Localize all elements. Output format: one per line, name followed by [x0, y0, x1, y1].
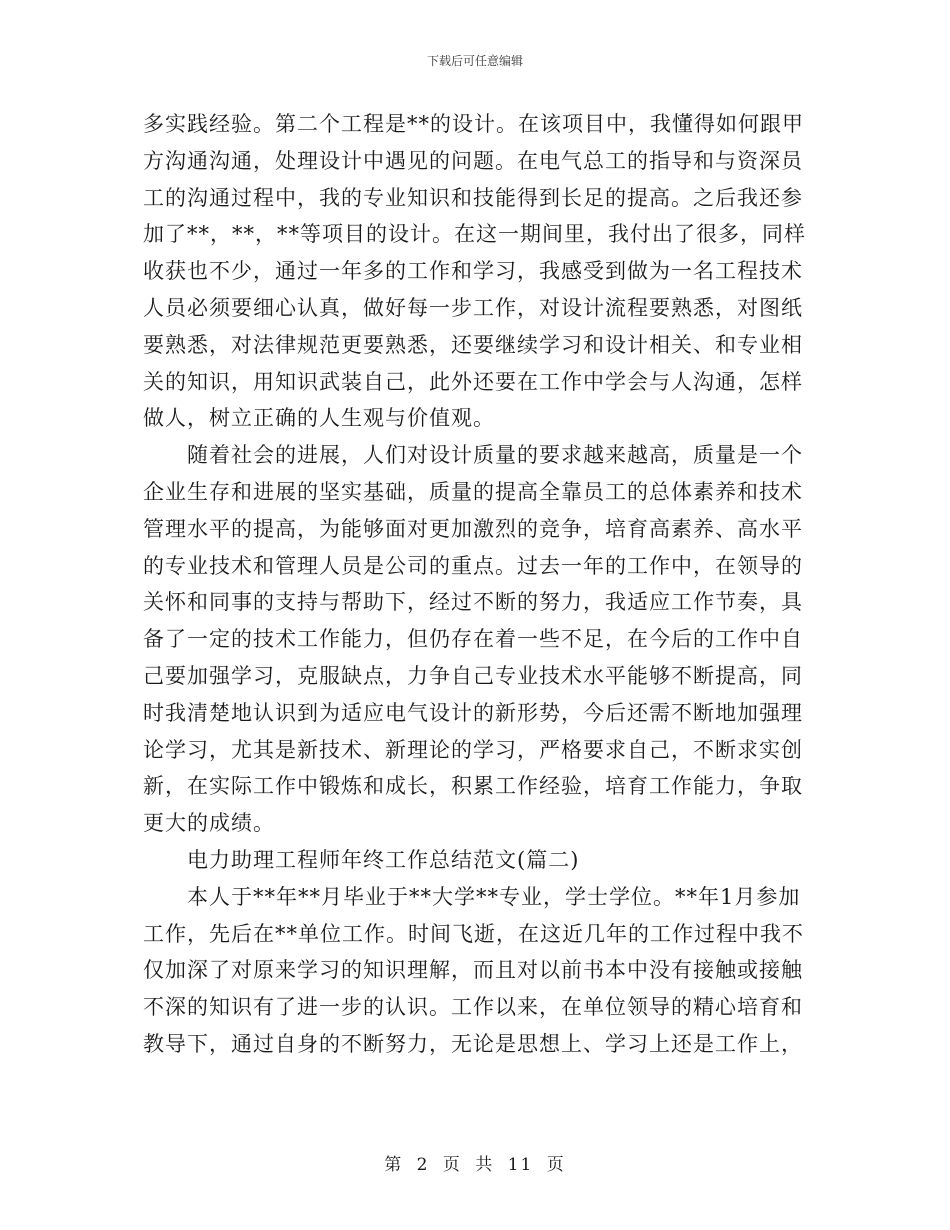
section-heading: 电力助理工程师年终工作总结范文(篇二) [187, 847, 580, 872]
paragraph-line: 时我清楚地认识到为适应电气设计的新形势，今后还需不断地加强理 [143, 700, 803, 725]
paragraph-line: 人员必须要细心认真，做好每一步工作，对设计流程要熟悉，对图纸 [143, 295, 803, 320]
paragraph-line: 己要加强学习，克服缺点，力争自己专业技术水平能够不断提高，同 [143, 663, 803, 688]
paragraph-line: 仅加深了对原来学习的知识理解，而且对以前书本中没有接触或接触 [143, 958, 803, 983]
paragraph-line: 关怀和同事的支持与帮助下，经过不断的努力，我适应工作节奏，具 [143, 590, 803, 615]
paragraph-line: 要熟悉，对法律规范更要熟悉，还要继续学习和设计相关、和专业相 [143, 332, 803, 357]
page-number-footer: 第 2 页 共 11 页 [384, 1155, 566, 1175]
paragraph-line: 关的知识，用知识武装自己，此外还要在工作中学会与人沟通，怎样 [143, 369, 803, 394]
paragraph-line: 的专业技术和管理人员是公司的重点。过去一年的工作中，在领导的 [143, 553, 803, 578]
paragraph-line: 做人，树立正确的人生观与价值观。 [143, 406, 495, 431]
paragraph-line: 本人于**年**月毕业于**大学**专业，学士学位。**年1月参加 [187, 884, 801, 909]
paragraph-line: 加了**，**，**等项目的设计。在这一期间里，我付出了很多，同样 [143, 222, 806, 247]
paragraph-line: 论学习，尤其是新技术、新理论的学习，严格要求自己，不断求实创 [143, 737, 803, 762]
paragraph-line: 收获也不少，通过一年多的工作和学习，我感受到做为一名工程技术 [143, 259, 803, 284]
document-body [143, 106, 808, 1063]
paragraph-line: 方沟通沟通，处理设计中遇见的问题。在电气总工的指导和与资深员 [143, 148, 803, 173]
paragraph-line: 工的沟通过程中，我的专业知识和技能得到长足的提高。之后我还参 [143, 185, 803, 210]
paragraph-line: 企业生存和进展的坚实基础，质量的提高全靠员工的总体素养和技术 [143, 479, 803, 504]
paragraph-line: 备了一定的技术工作能力，但仍存在着一些不足，在今后的工作中自 [143, 627, 803, 652]
page-header: 下载后可任意编辑 [426, 54, 523, 68]
paragraph-line: 随着社会的进展，人们对设计质量的要求越来越高，质量是一个 [187, 443, 803, 468]
paragraph-line: 工作，先后在**单位工作。时间飞逝，在这近几年的工作过程中我不 [143, 921, 804, 946]
paragraph-line: 多实践经验。第二个工程是**的设计。在该项目中，我懂得如何跟甲 [143, 112, 804, 136]
paragraph-line: 更大的成绩。 [143, 811, 275, 836]
paragraph-line: 新，在实际工作中锻炼和成长，积累工作经验，培育工作能力，争取 [143, 774, 803, 799]
paragraph-line: 不深的知识有了进一步的认识。工作以来，在单位领导的精心培育和 [143, 995, 803, 1020]
paragraph-line: 教导下，通过自身的不断努力，无论是思想上、学习上还是工作上， [143, 1031, 803, 1056]
paragraph-line: 管理水平的提高，为能够面对更加激烈的竞争，培育高素养、高水平 [143, 516, 803, 541]
